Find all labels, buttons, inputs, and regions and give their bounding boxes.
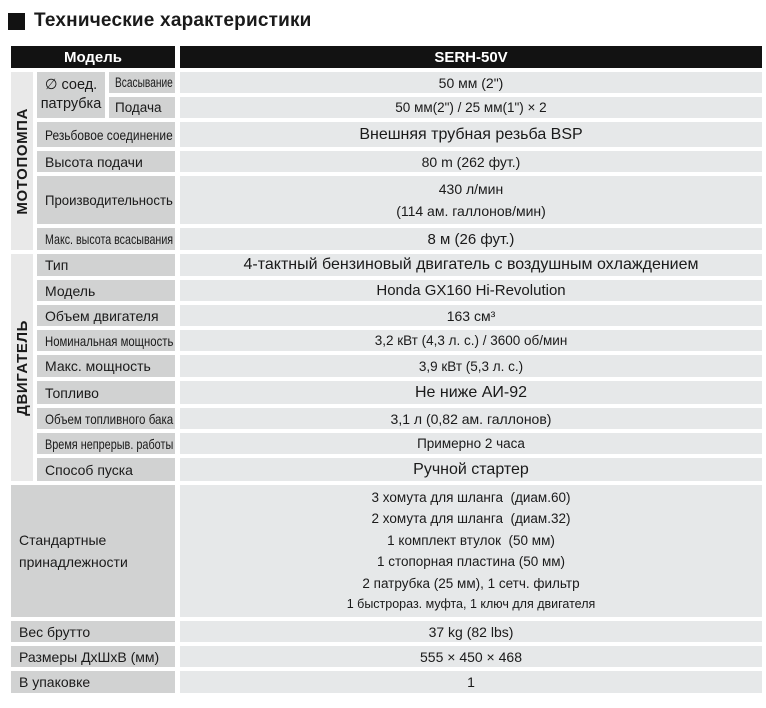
table-row-starter xyxy=(37,458,762,481)
row-label-cell xyxy=(11,671,175,693)
row-value-cell xyxy=(180,381,762,404)
table-row-fuel-tank xyxy=(37,408,762,429)
row-label-cell xyxy=(37,176,175,224)
section-pump xyxy=(11,72,762,250)
row-label-cell xyxy=(37,254,175,276)
table-row-displacement xyxy=(37,305,762,326)
page-title: Технические характеристики xyxy=(34,10,312,31)
row-label-cell xyxy=(37,408,175,429)
row-value: 3,9 кВт (5,3 л. с.) xyxy=(418,358,524,374)
diameter-label: ∅ соед. патрубка xyxy=(40,77,102,112)
pump-section-bar xyxy=(11,72,33,250)
model-header-label: Модель xyxy=(63,48,123,66)
row-label: Стандартные принадлежности xyxy=(19,532,128,570)
pump-section-rows xyxy=(37,72,762,250)
row-value-cell xyxy=(180,122,762,147)
row-label-cell xyxy=(37,280,175,301)
row-label-cell xyxy=(37,458,175,481)
row-label: Номинальная мощность xyxy=(45,332,174,349)
row-label-cell xyxy=(37,122,175,147)
row-label: Объем топливного бака xyxy=(45,410,174,427)
row-value-cell xyxy=(180,485,762,617)
accessory-line: 2 хомута для шланга (диам.32) xyxy=(371,511,571,526)
row-value-line1: 430 л/мин xyxy=(438,181,504,197)
pump-section-label: МОТОПОМПА xyxy=(13,107,31,215)
table-row-fuel xyxy=(37,381,762,404)
row-value: 163 см³ xyxy=(446,307,496,324)
row-value: 50 мм (2") xyxy=(438,74,504,91)
engine-section-rows xyxy=(37,254,762,481)
row-value-cell xyxy=(180,228,762,250)
row-value: 3,2 кВт (4,3 л. с.) / 3600 об/мин xyxy=(374,333,568,348)
row-value-cell xyxy=(180,72,762,93)
row-label-cell xyxy=(37,433,175,454)
row-label-cell xyxy=(37,381,175,404)
model-header-cell xyxy=(11,46,175,68)
row-label-cell xyxy=(37,151,175,172)
row-label-cell xyxy=(11,485,175,617)
row-value-cell xyxy=(180,355,762,377)
diameter-compound-row xyxy=(37,72,762,118)
row-value: 50 мм(2") / 25 мм(1") × 2 xyxy=(395,100,547,115)
row-label-cell xyxy=(11,646,175,667)
table-row-max-suction xyxy=(37,228,762,250)
row-label: Макс. высота всасывания xyxy=(45,231,174,247)
row-label: Макс. мощность xyxy=(45,358,151,374)
row-value-cell xyxy=(180,254,762,276)
row-value-cell xyxy=(180,305,762,326)
row-label: В упаковке xyxy=(19,674,91,690)
row-label: Объем двигателя xyxy=(45,307,159,324)
row-label: Время непрерыв. работы xyxy=(45,435,174,452)
row-value: Не ниже АИ-92 xyxy=(414,383,527,401)
row-value-cell xyxy=(180,646,762,667)
row-value: 555 × 450 × 468 xyxy=(420,648,522,665)
row-label-cell xyxy=(37,228,175,250)
row-value-cell xyxy=(180,330,762,351)
row-value: 4-тактный бензиновый двигатель с воздушным охлаждением xyxy=(243,256,699,273)
accessory-line: 1 быстрораз. муфта, 1 ключ для двигателя xyxy=(346,597,596,611)
row-value-cell xyxy=(180,671,762,693)
row-label: Способ пуска xyxy=(45,461,133,478)
table-row-discharge xyxy=(109,97,762,118)
row-value: Ручной стартер xyxy=(413,460,529,478)
table-row-head xyxy=(37,151,762,172)
spec-table xyxy=(11,46,762,693)
table-row-engine-model xyxy=(37,280,762,301)
row-label: Вес брутто xyxy=(19,623,91,640)
accessory-line: 1 стопорная пластина (50 мм) xyxy=(376,554,566,569)
row-value-cell xyxy=(180,97,762,118)
row-value: Внешняя трубная резьба BSP xyxy=(359,125,583,143)
table-row-accessories xyxy=(11,485,762,617)
table-row-package-qty xyxy=(11,671,762,693)
row-value: Honda GX160 Hi-Revolution xyxy=(376,282,566,299)
row-label: Резьбовое соединение xyxy=(45,126,173,143)
row-value-cell xyxy=(180,151,762,172)
row-value: 8 м (26 фут.) xyxy=(427,230,515,248)
diameter-label-cell xyxy=(37,72,105,118)
row-value-cell xyxy=(180,280,762,301)
row-value-cell xyxy=(180,176,762,224)
accessory-line: 2 патрубка (25 мм), 1 сетч. фильтр xyxy=(362,575,580,591)
row-value: 3,1 л (0,82 ам. галлонов) xyxy=(390,410,552,427)
model-value-cell xyxy=(180,46,762,68)
row-label: Производительность xyxy=(45,192,173,208)
table-header-row xyxy=(11,46,762,68)
table-row-capacity xyxy=(37,176,762,224)
row-value-cell xyxy=(180,408,762,429)
row-label-cell xyxy=(37,330,175,351)
table-row-suction xyxy=(109,72,762,93)
table-row-thread xyxy=(37,122,762,147)
model-value: SERH-50V xyxy=(434,48,508,66)
row-label-cell xyxy=(109,72,175,93)
table-row-max-power xyxy=(37,355,762,377)
accessory-line: 3 хомута для шланга (диам.60) xyxy=(371,489,571,505)
row-label: Размеры ДхШхВ (мм) xyxy=(19,648,160,665)
row-label: Тип xyxy=(45,257,69,273)
page-title-row xyxy=(8,8,766,34)
row-value: 80 m (262 фут.) xyxy=(421,153,521,170)
row-value: 37 kg (82 lbs) xyxy=(428,623,514,640)
table-row-gross-weight xyxy=(11,621,762,642)
row-label-cell xyxy=(37,355,175,377)
row-value: Примерно 2 часа xyxy=(417,436,525,451)
engine-section-bar xyxy=(11,254,33,481)
row-value: 1 xyxy=(467,674,475,690)
row-label: Топливо xyxy=(45,384,99,401)
row-value-cell xyxy=(180,458,762,481)
table-row-dimensions xyxy=(11,646,762,667)
row-label-cell xyxy=(37,305,175,326)
row-value-line2: (114 ам. галлонов/мин) xyxy=(396,203,546,219)
row-value-cell xyxy=(180,433,762,454)
table-row-run-time xyxy=(37,433,762,454)
section-engine xyxy=(11,254,762,481)
table-row-engine-type xyxy=(37,254,762,276)
diameter-sub-rows xyxy=(109,72,762,118)
engine-section-label: ДВИГАТЕЛЬ xyxy=(13,319,31,416)
row-label: Модель xyxy=(45,282,96,299)
row-label: Всасывание xyxy=(115,75,173,90)
row-value-cell xyxy=(180,621,762,642)
accessory-line: 1 комплект втулок (50 мм) xyxy=(387,532,555,548)
table-row-rated-power xyxy=(37,330,762,351)
row-label-cell xyxy=(109,97,175,118)
row-label: Высота подачи xyxy=(45,153,143,170)
row-label: Подача xyxy=(115,100,162,115)
row-label-cell xyxy=(11,621,175,642)
title-bullet-square xyxy=(8,13,25,30)
